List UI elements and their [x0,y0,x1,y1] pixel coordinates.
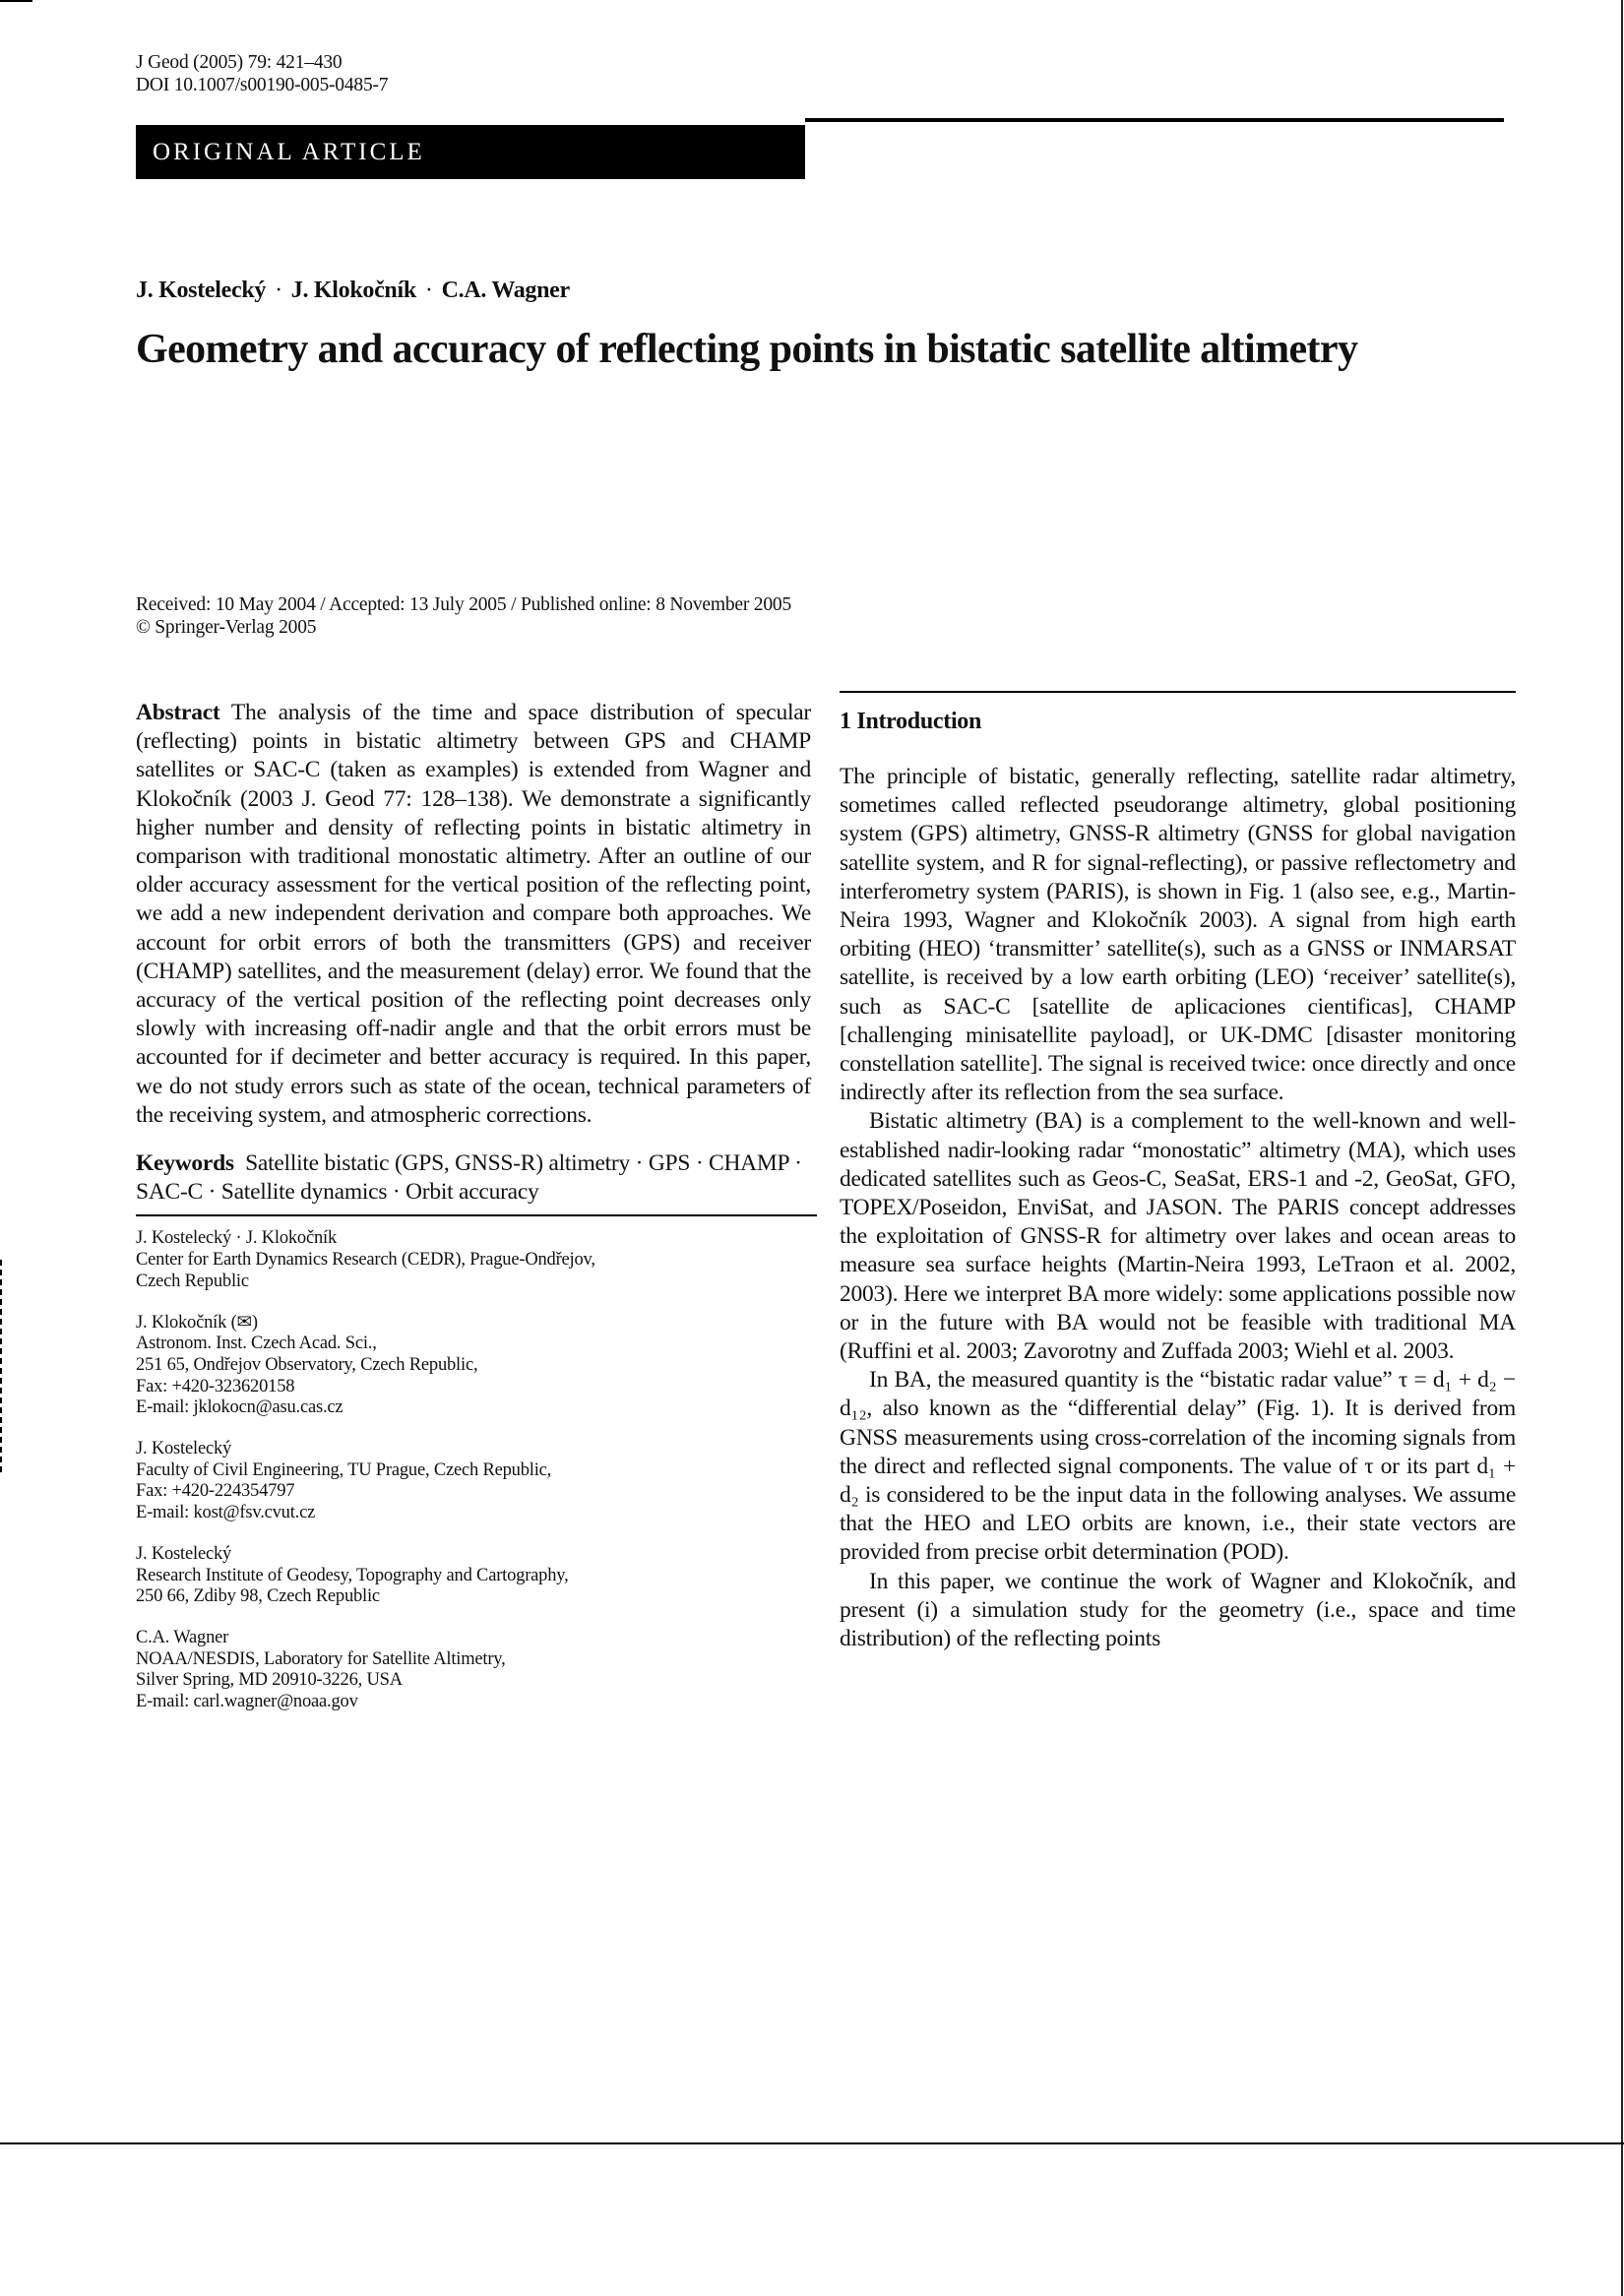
author-separator: · [424,278,433,303]
email-line[interactable]: E-mail: jklokocn@asu.cas.cz [136,1397,344,1418]
affiliation-line: J. Kostelecký · J. Klokočník [136,1228,338,1249]
copyright: © Springer-Verlag 2005 [136,617,317,638]
affiliation-line: C.A. Wagner [136,1628,229,1647]
article-type-banner: ORIGINAL ARTICLE [136,125,805,179]
doi: DOI 10.1007/s00190-005-0485-7 [136,75,389,95]
citation: J Geod (2005) 79: 421–430 [136,52,343,73]
author: C.A. Wagner [441,278,570,303]
email-line[interactable]: E-mail: carl.wagner@noaa.gov [136,1692,358,1712]
keywords [136,1149,811,1207]
page-bottom-rule [0,2142,1624,2144]
scan-artifact [0,1260,2,1476]
footnote-divider [136,1214,817,1216]
affiliation-line: 251 65, Ondřejov Observatory, Czech Republic, [136,1354,478,1375]
affiliation-line: Center for Earth Dynamics Research (CEDR), Prague-Ondřejov, [136,1250,595,1271]
intro-paragraph: The principle of bistatic, generally reflecting, satellite radar altimetry, sometimes called reflected pseudorange altimetry, global positioning system (GPS) altimetry, GNSS-R altimetry (GNSS for global navigation satellite system, and R for signal-reflecting), or passive reflectometry and interferometry system (PARIS), is shown in Fig. 1 (also see, e.g., Martin-Neira 1993, Wagner and Klokočník 2003). A signal from high earth orbiting (HEO) ‘transmitter’ satellite(s), such as a GNSS or INMARSAT satellite, is received by a low earth orbiting (LEO) ‘receiver’ satellite(s), such as SAC-C [satellite de aplicaciones cientificas], CHAMP [challenging minisatellite payload], or UK-DMC [disaster monitoring constellation satellite]. The signal is received twice: once directly and once indirectly after its reflection from the sea surface. [840,764,1516,1106]
keywords-text: Satellite bistatic (GPS, GNSS-R) altimetry · GPS · CHAMP · SAC-C · Satellite dynamics · Orbit accuracy [136,1150,802,1206]
affiliation [136,1628,811,1713]
author: J. Klokočník [290,278,416,303]
abstract-text: The analysis of the time and space distribution of specular (reflecting) points in bistatic altimetry between GPS and CHAMP satellites or SAC-C (taken as examples) is extended from Wagner and Klokočník (2003 J. Geod 77: 128–138). We demonstrate a significantly higher number and density of reflecting points in bistatic altimetry in comparison with traditional monostatic altimetry. After an outline of our older accuracy assessment for the vertical position of the reflecting point, we add a new independent derivation and compare both approaches. We account for orbit errors of both the transmitters (GPS) and receiver (CHAMP) satellites, and the measurement (delay) error. We found that the accuracy of the vertical position of the reflecting point decreases only slowly with increasing off-nadir angle and that the orbit errors must be accounted for if decimeter and better accuracy is required. In this paper, we do not study errors such as state of the ocean, technical parameters of the receiving system, and atmospheric corrections. [136,700,812,1128]
journal-header [136,51,388,96]
affiliation [136,1228,811,1292]
intro-paragraph: Bistatic altimetry (BA) is a complement to the well-known and well-established nadir-looking radar “monostatic” altimetry (MA), which uses dedicated satellites such as Geos-C, SeaSat, ERS-1 and -2, GeoSat, GFO, TOPEX/Poseidon, EnviSat, and JASON. The PARIS concept addresses the exploitation of GNSS-R for altimetry over lakes and ocean areas to measure sea surface heights (Martin-Neira 1993, LeTraon et al. 2002, 2003). Here we interpret BA more widely: some applications possible now or in the future with BA would not be feasible with traditional MA (Ruffini et al. 2003; Zavorotny and Zuffada 2003; Wiehl et al. 2003. [840,1108,1516,1365]
email-line[interactable]: E-mail: kost@fsv.cvut.cz [136,1503,316,1523]
fax-line: Fax: +420-323620158 [136,1376,295,1396]
scan-corner-mark [0,0,32,2]
affiliation [136,1439,811,1524]
right-column [840,691,1516,1653]
affiliation-line: Astronom. Inst. Czech Acad. Sci., [136,1334,377,1354]
affiliation-line: Silver Spring, MD 20910-3226, USA [136,1670,403,1691]
scan-edge-line [1621,0,1623,2296]
section-rule [840,691,1516,693]
author: J. Kostelecký [136,278,267,303]
keywords-label: Keywords [136,1150,234,1177]
history-dates: Received: 10 May 2004 / Accepted: 13 July 2005 / Published online: 8 November 2005 [136,594,791,615]
abstract [136,699,811,1130]
affiliation [136,1313,811,1420]
author-list [136,278,570,304]
affiliation [136,1544,811,1608]
author-separator: · [275,278,282,303]
affiliation-line-corresponding: J. Klokočník (✉) [136,1312,258,1333]
header-rule [805,118,1504,122]
affiliation-line: Faculty of Civil Engineering, TU Prague, Czech Republic, [136,1459,552,1480]
affiliation-line: 250 66, Zdiby 98, Czech Republic [136,1586,380,1607]
fax-line: Fax: +420-224354797 [136,1481,295,1502]
intro-paragraph: In this paper, we continue the work of Wagner and Klokočník, and present (i) a simulation study for the geometry (i.e., space and time distribution) of the reflecting points [840,1568,1516,1652]
affiliation-line: J. Kostelecký [136,1543,232,1564]
affiliation-line: Czech Republic [136,1271,249,1291]
publication-dates [136,593,791,639]
abstract-label: Abstract [136,700,220,725]
left-column [136,699,811,1713]
affiliation-line: NOAA/NESDIS, Laboratory for Satellite Altimetry, [136,1648,506,1669]
intro-paragraph: In BA, the measured quantity is the “bistatic radar value” τ = d₁ + d₂ − d₁₂, also known as the “differential delay” (Fig. 1). It is derived from GNSS measurements using cross-correlation of the incoming signals from the direct and reflected signal components. The value of τ or its part d₁ + d₂ is considered to be the input data in the following analyses. We assume that the HEO and LEO orbits are known, i.e., their state vectors are provided from precise orbit determination (POD). [840,1367,1516,1566]
affiliation-line: J. Kostelecký [136,1439,232,1459]
section-heading-introduction: 1 Introduction [840,709,982,734]
affiliation-line: Research Institute of Geodesy, Topography and Cartography, [136,1565,569,1585]
paper-title: Geometry and accuracy of reflecting points in bistatic satellite altimetry [136,327,1358,372]
